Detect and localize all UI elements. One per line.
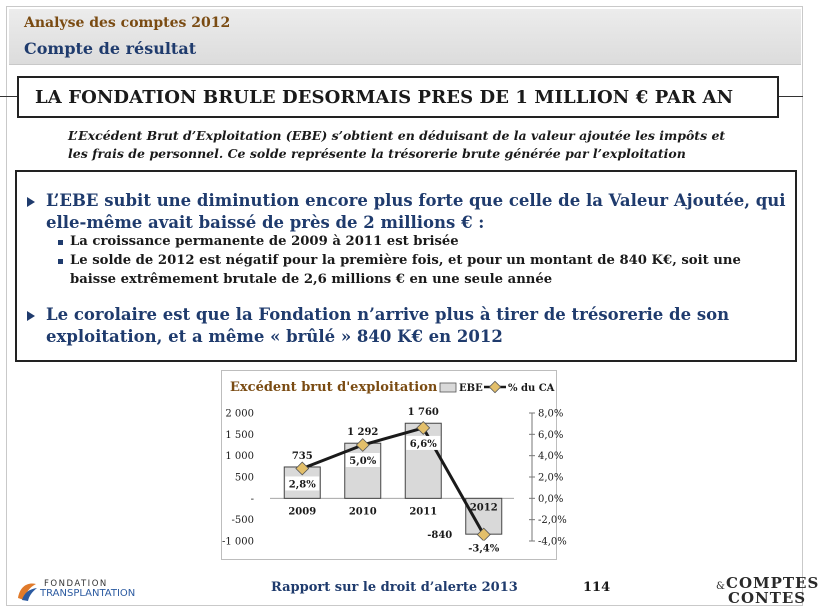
y-left-tick-label: 500 xyxy=(234,472,254,484)
logo-left-line1: FONDATION xyxy=(44,579,108,589)
y-right-tick-label: 0,0% xyxy=(538,493,564,505)
sub-bullet-1: La croissance permanente de 2009 à 2011 est brisée xyxy=(70,234,459,249)
line-data-label: 5,0% xyxy=(349,456,377,467)
header-section-title: Analyse des comptes 2012 xyxy=(24,15,231,31)
y-left-tick-label: 1 500 xyxy=(225,429,254,441)
intro-text xyxy=(68,127,748,163)
footer-report-title: Rapport sur le droit d’alerte 2013 xyxy=(271,580,518,595)
ebe-chart xyxy=(221,370,567,560)
headline-text: LA FONDATION BRULE DESORMAIS PRES DE 1 MILLION € PAR AN xyxy=(35,87,734,108)
bullet-2-line-2: exploitation, et a même « brûlé » 840 K€ en 2012 xyxy=(46,327,503,346)
line-data-label: 6,6% xyxy=(409,438,437,450)
ebe-chart-svg xyxy=(221,371,567,559)
y-right-tick-label: -2,0% xyxy=(538,515,567,527)
y-left-tick-label: 2 000 xyxy=(225,408,254,420)
bullet-arrow-icon xyxy=(27,311,35,321)
bar-data-label: 1 760 xyxy=(407,407,439,419)
intro-line-1: L’Excédent Brut d’Exploitation (EBE) s’obtient en déduisant de la valeur ajoutée les impôts et xyxy=(68,128,726,143)
fondation-logo-icon xyxy=(14,578,40,604)
y-left-tick-label: 1 000 xyxy=(225,451,254,463)
comptes-contes-logo xyxy=(716,573,819,611)
logo-right-line2: CONTES xyxy=(728,589,807,607)
bullet-2-line-1: Le corolaire est que la Fondation n’arrive plus à tirer de trésorerie de son xyxy=(46,305,730,324)
title-rule-left xyxy=(0,96,17,97)
bullet-arrow-icon xyxy=(27,197,35,207)
sub-bullet-2-line-1: Le solde de 2012 est négatif pour la première fois, et pour un montant de 840 K€, soit une xyxy=(70,253,741,268)
bullet-1-line-2: elle-même avait baissé de près de 2 millions € : xyxy=(46,213,485,232)
x-tick-label: 2011 xyxy=(409,506,438,518)
legend-marker-ca xyxy=(489,381,500,392)
sub-bullet-2-line-2: baisse extrêmement brutale de 2,6 millions € en une seule année xyxy=(70,272,553,287)
bar-data-label: 1 292 xyxy=(347,427,379,439)
y-left-tick-label: -1 000 xyxy=(221,536,254,548)
header-subtitle: Compte de résultat xyxy=(24,39,197,58)
y-right-tick-label: 4,0% xyxy=(538,451,564,463)
headline-box xyxy=(17,76,779,118)
bar-data-label: 735 xyxy=(291,450,313,462)
title-rule-right xyxy=(779,96,803,97)
legend-label-ca: % du CA xyxy=(508,383,555,394)
slide-footer xyxy=(0,570,819,614)
y-left-tick-label: -500 xyxy=(231,515,254,527)
line-data-label: -3,4% xyxy=(468,543,500,555)
y-right-tick-label: 6,0% xyxy=(538,429,564,441)
chart-title: Excédent brut d'exploitation xyxy=(230,380,438,395)
y-right-tick-label: 2,0% xyxy=(538,472,564,484)
legend-swatch-ebe xyxy=(440,383,456,392)
bar-data-label: -840 xyxy=(427,530,453,542)
logo-right-ampersand: & xyxy=(716,581,725,592)
y-left-tick-label: - xyxy=(250,493,254,505)
key-points-box xyxy=(15,170,797,362)
line-pct-ca xyxy=(302,428,484,535)
legend-label-ebe: EBE xyxy=(459,383,483,394)
page-number: 114 xyxy=(583,580,611,595)
logo-right-line1: COMPTES xyxy=(726,574,819,592)
sub-bullet-square-icon xyxy=(58,240,63,245)
x-tick-label: 2012 xyxy=(469,502,498,514)
line-data-label: 2,8% xyxy=(288,479,316,491)
x-tick-label: 2009 xyxy=(288,506,317,518)
intro-line-2: les frais de personnel. Ce solde représente la trésorerie brute générée par l’exploitation xyxy=(68,146,686,161)
logo-left-line2: TRANSPLANTATION xyxy=(40,588,136,599)
x-tick-label: 2010 xyxy=(348,506,377,518)
bullet-1-line-1: L’EBE subit une diminution encore plus forte que celle de la Valeur Ajoutée, qui xyxy=(46,191,786,210)
y-right-tick-label: 8,0% xyxy=(538,408,564,420)
sub-bullet-square-icon xyxy=(58,259,63,264)
slide-header xyxy=(9,9,801,65)
y-right-tick-label: -4,0% xyxy=(538,536,567,548)
